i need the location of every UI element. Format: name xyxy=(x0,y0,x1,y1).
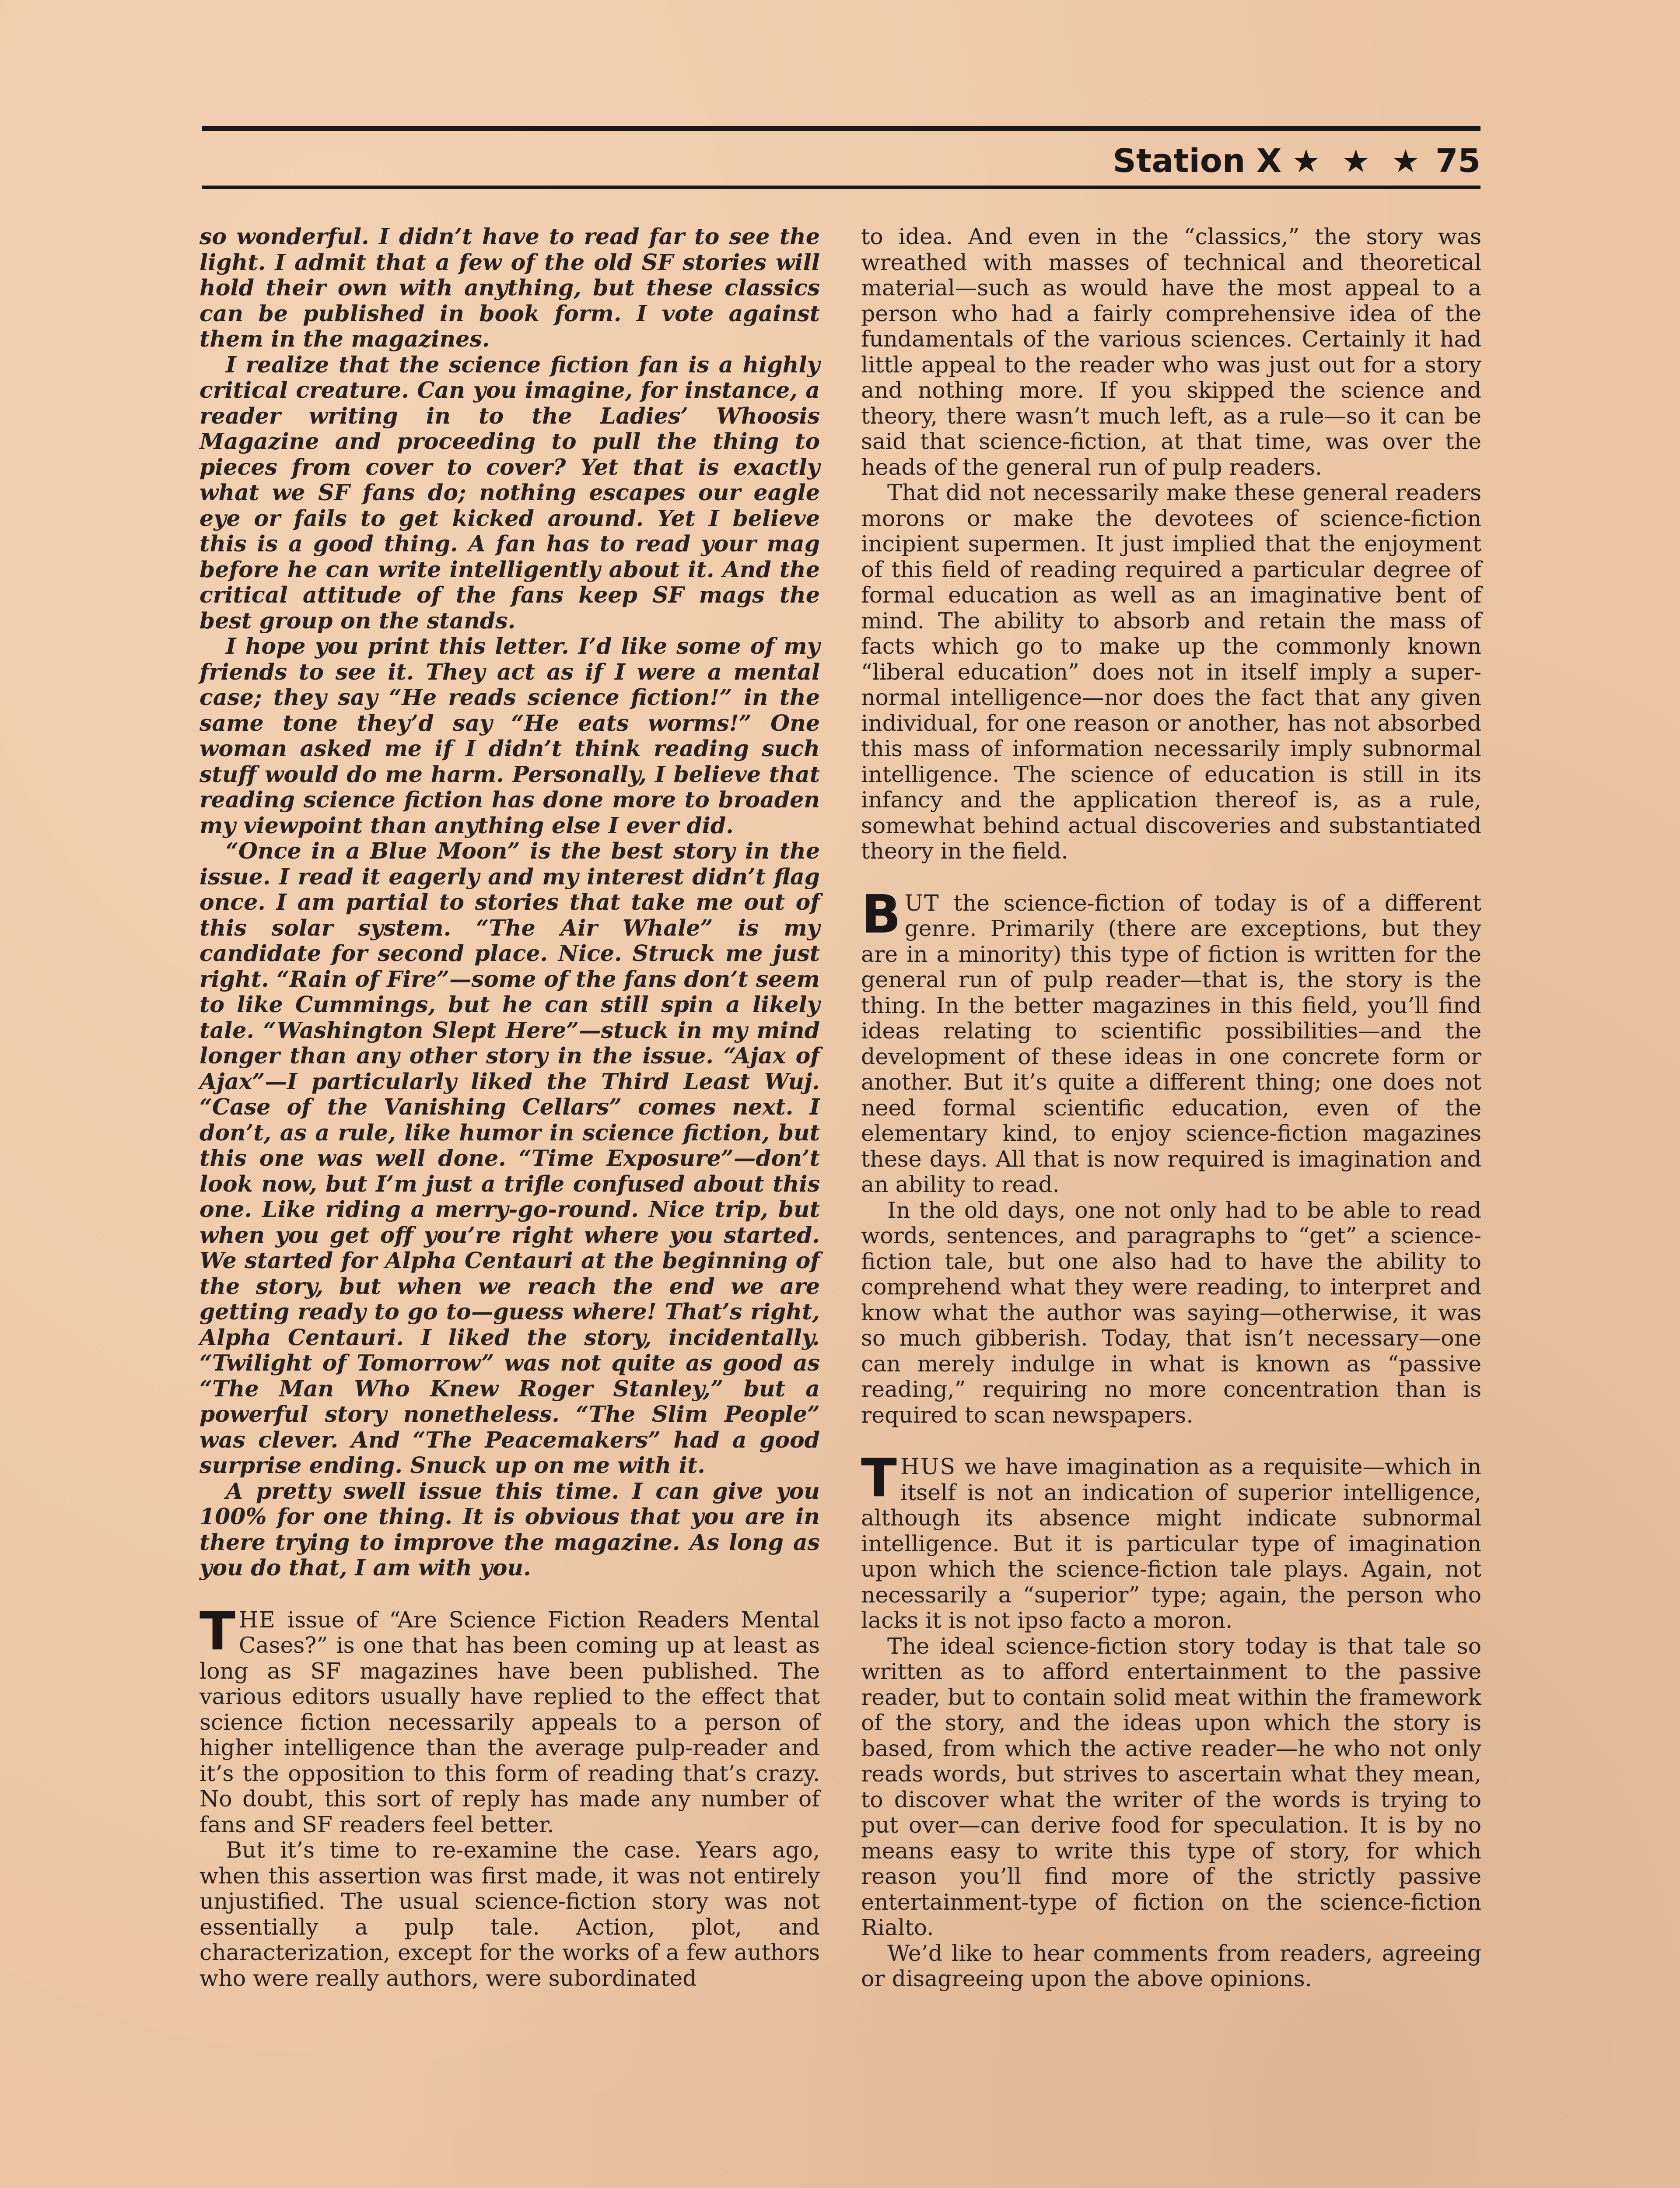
lead-in: HUS xyxy=(900,1454,956,1480)
editorial-reply-paragraph: But it’s time to re-examine the case. Years ago, when this assertion was first made, it was not entirely unjustified. The usual science-fiction story was not essentially a pulp tale. Action, plot, and characterization, except for the works of a few authors who were really authors, were subordinated xyxy=(200,1837,820,1991)
letter-paragraph: A pretty swell issue this time. I can give you 100% for one thing. It is obvious that you are in there trying to improve the magazine. As long as you do that, I am with you. xyxy=(200,1478,820,1581)
paragraph-text: we have imagination as a requisite—which in itself is not an indication of superior intelligence, although its absence might indicate subnormal intelligence. But it is particular type of imagination upon which the science-fiction tale plays. Again, not necessarily a “superior” type; again, the person who lacks it is not ipso facto a moron. xyxy=(861,1454,1481,1633)
running-header xyxy=(1113,139,1480,183)
letter-paragraph: “Once in a Blue Moon” is the best story in the issue. I read it eagerly and my interest didn’t flag once. I am partial to stories that take me out of this solar system. “The Air Whale” is my candidate for second place. Nice. Struck me just right. “Rain of Fire”—some of the fans don’t seem to like Cummings, but he can still spin a likely tale. “Washington Slept Here”—stuck in my mind longer than any other story in the issue. “Ajax of Ajax”—I particularly liked the Third Least Wuj. “Case of the Vanishing Cellars” comes next. I don’t, as a rule, like humor in science fiction, but this one was well done. “Time Exposure”—don’t look now, but I’m just a trifle confused about this one. Like riding a merry-go-round. Nice trip, but when you get off you’re right where you started. We started for Alpha Centauri at the beginning of the story, but when we reach the end we are getting ready to go to—guess where! That’s right, Alpha Centauri. I liked the story, incidentally. “Twilight of Tomorrow” was not quite as good as “The Man Who Knew Roger Stanley,” but a powerful story nonetheless. “The Slim People” was clever. And “The Peacemakers” had a good surprise ending. Snuck up on me with it. xyxy=(200,838,820,1478)
left-column xyxy=(200,224,820,1991)
letter-paragraph: I hope you print this letter. I’d like some of my friends to see it. They act as if I were a mental case; they say “He reads science fiction!” in the same tone they’d say “He eats worms!” One woman asked me if I didn’t think reading such stuff would do me harm. Personally, I believe that reading science fiction has done more to broaden my viewpoint than anything else I ever did. xyxy=(200,633,820,838)
letter-paragraph: I realize that the science fiction fan is a highly critical creature. Can you imagine, for instance, a reader writing in to the Ladies’ Whoosis Magazine and proceeding to pull the thing to pieces from cover to cover? Yet that is exactly what we SF fans do; nothing escapes our eagle eye or fails to get kicked around. Yet I believe this is a good thing. A fan has to read your mag before he can write intelligently about it. And the critical attitude of the fans keep SF mags the best group on the stands. xyxy=(200,351,820,634)
lead-in: UT xyxy=(904,890,940,916)
letter-paragraph: so wonderful. I didn’t have to read far to see the light. I admit that a few of the old SF stories will hold their own with anything, but these classics can be published in book form. I vote against them in the magazines. xyxy=(200,224,820,352)
paragraph-text: the science-fiction of today is of a different genre. Primarily (there are exceptions, but they are in a minority) this type of fiction is written for the general run of pulp reader—that is, the story is the thing. In the better magazines in this field, you’ll find ideas relating to scientific possibilities—and the development of these ideas in one concrete form or another. But it’s quite a different thing; one does not need formal scientific education, even of the elementary kind, to enjoy science-fiction magazines these days. All that is now required is imagination and an ability to read. xyxy=(861,890,1481,1197)
page-number: 75 xyxy=(1435,142,1480,180)
paragraph-text: issue of “Are Science Fiction Readers Mental Cases?” is one that has been coming up at least as long as SF magazines have been published. The various editors usually have replied to the effect that science fiction necessarily appeals to a person of higher intelligence than the average pulp-reader and it’s the opposition to this form of reading that’s crazy. No doubt, this sort of reply has made any number of fans and SF readers feel better. xyxy=(200,1606,820,1837)
drop-cap: T xyxy=(200,1601,235,1662)
header-title: Station X xyxy=(1113,142,1282,180)
drop-cap: B xyxy=(861,884,901,945)
lead-in: HE xyxy=(238,1606,276,1633)
editorial-paragraph: to idea. And even in the “classics,” the story was wreathed with masses of technical and theoretical material—such as would have the most appeal to a person who had a fairly comprehensive idea of the fundamentals of the various sciences. Certainly it had little appeal to the reader who was just out for a story and nothing more. If you skipped the science and theory, there wasn’t much left, as a rule—so it can be said that science-fiction, at that time, was over the heads of the general run of pulp readers. xyxy=(861,224,1481,480)
right-column xyxy=(861,224,1481,1992)
editorial-reply-paragraph xyxy=(200,1601,820,1838)
editorial-paragraph xyxy=(861,1448,1481,1634)
editorial-paragraph: The ideal science-fiction story today is that tale so written as to afford entertainment to the passive reader, but to contain solid meat within the framework of the story, and the ideas upon which the story is based, from which the active reader—he who not only reads words, but strives to ascertain what they mean, to discover what the writer of the words is trying to put over—can derive food for speculation. It is by no means easy to write this type of story, for which reason you’ll find more of the strictly passive entertainment-type of fiction on the science-fiction Rialto. xyxy=(861,1633,1481,1940)
header-rule xyxy=(202,126,1480,131)
editorial-paragraph: We’d like to hear comments from readers, agreeing or disagreeing upon the above opinions. xyxy=(861,1940,1481,1992)
editorial-paragraph: That did not necessarily make these general readers morons or make the devotees of science-fiction incipient supermen. It just implied that the enjoyment of this field of reading required a particular degree of formal education as well as an imaginative bent of mind. The ability to absorb and retain the mass of facts which go to make up the commonly known “liberal education” does not in itself imply a super-normal intelligence—nor does the fact that any given individual, for one reason or another, has not absorbed this mass of information necessarily imply subnormal intelligence. The science of education is still in its infancy and the application thereof is, as a rule, somewhat behind actual discoveries and substantiated theory in the field. xyxy=(861,480,1481,864)
header-stars: ★ ★ ★ xyxy=(1292,143,1425,179)
editorial-paragraph: In the old days, one not only had to be able to read words, sentences, and paragraphs to “get” a science-fiction tale, but one also had to have the ability to comprehend what they were reading, to interpret and know what the author was saying—otherwise, it was so much gibberish. Today, that isn’t necessary—one can merely indulge in what is known as “passive reading,” requiring no more concentration than is required to scan newspapers. xyxy=(861,1197,1481,1428)
drop-cap: T xyxy=(861,1448,897,1509)
header-underline xyxy=(202,186,1480,189)
editorial-paragraph xyxy=(861,884,1481,1198)
